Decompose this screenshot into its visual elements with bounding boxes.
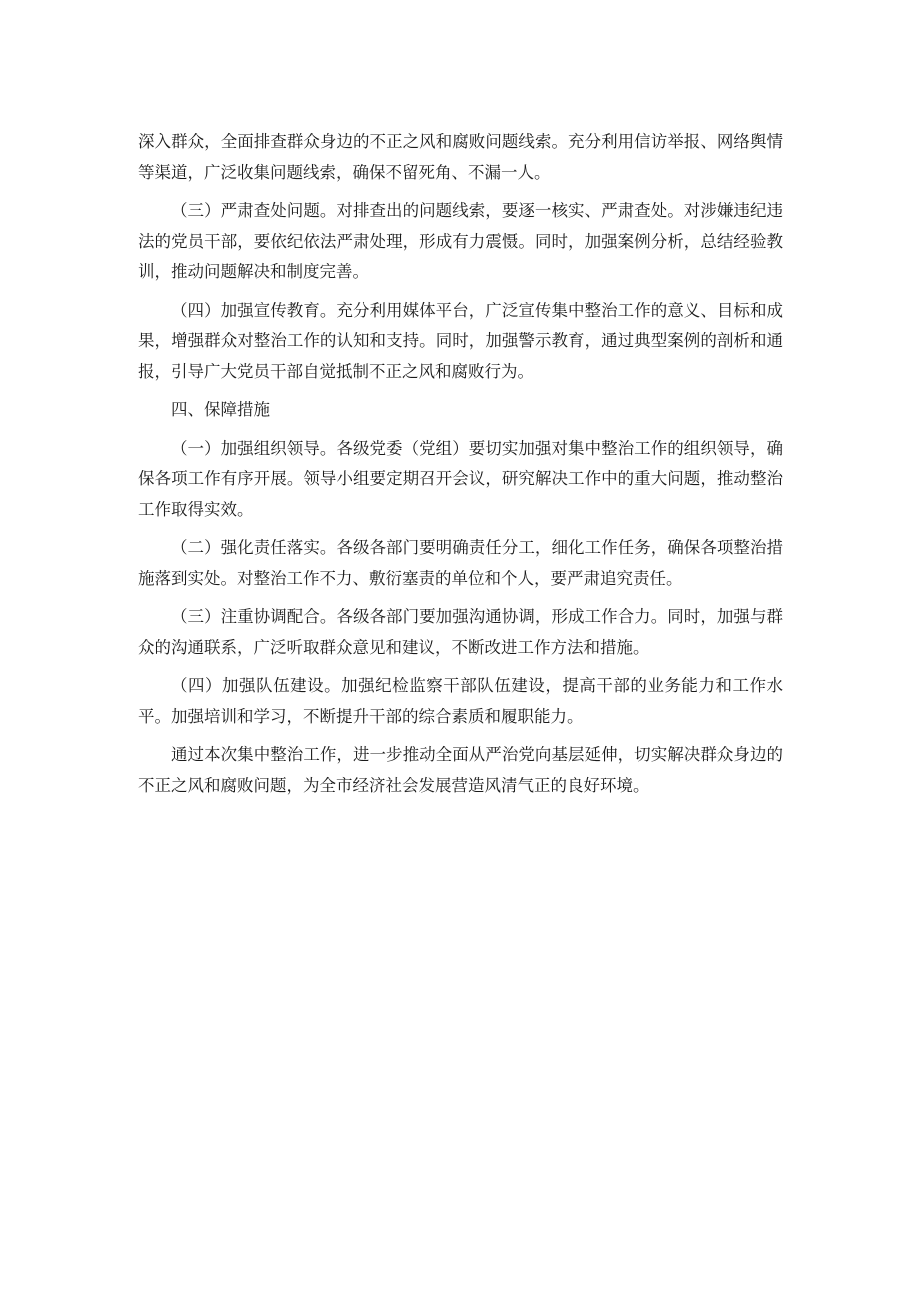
paragraph-responsibility: （二）强化责任落实。各级各部门要明确责任分工，细化工作任务，确保各项整治措施落到实处。对整治工作不力、敷衍塞责的单位和个人，要严肃追究责任。: [138, 538, 783, 588]
document-page: [138, 127, 783, 809]
paragraph-publicity: （四）加强宣传教育。充分利用媒体平台，广泛宣传集中整治工作的意义、目标和成果，增强群众对整治工作的认知和支持。同时，加强警示教育，通过典型案例的剖析和通报，引导广大党员干部自觉抵制不正之风和腐败行为。: [138, 300, 783, 381]
paragraph-team-building: （四）加强队伍建设。加强纪检监察干部队伍建设，提高干部的业务能力和工作水平。加强培训和学习，不断提升干部的综合素质和履职能力。: [138, 676, 783, 726]
section-heading-safeguards: 四、保障措施: [171, 400, 270, 419]
paragraph-investigate: （三）严肃查处问题。对排查出的问题线索，要逐一核实、严肃查处。对涉嫌违纪违法的党员干部，要依纪依法严肃处理，形成有力震慑。同时，加强案例分析，总结经验教训，推动问题解决和制度完善。: [138, 201, 783, 281]
paragraph-leadership: （一）加强组织领导。各级党委（党组）要切实加强对集中整治工作的组织领导，确保各项工作有序开展。领导小组要定期召开会议，研究解决工作中的重大问题，推动整治工作取得实效。: [138, 438, 783, 519]
paragraph-coordination: （三）注重协调配合。各级各部门要加强沟通协调，形成工作合力。同时，加强与群众的沟通联系，广泛听取群众意见和建议，不断改进工作方法和措施。: [138, 607, 783, 657]
paragraph-continuation: 深入群众，全面排查群众身边的不正之风和腐败问题线索。充分利用信访举报、网络舆情等渠道，广泛收集问题线索，确保不留死角、不漏一人。: [138, 132, 783, 182]
paragraph-conclusion: 通过本次集中整治工作，进一步推动全面从严治党向基层延伸，切实解决群众身边的不正之风和腐败问题，为全市经济社会发展营造风清气正的良好环境。: [138, 745, 783, 795]
